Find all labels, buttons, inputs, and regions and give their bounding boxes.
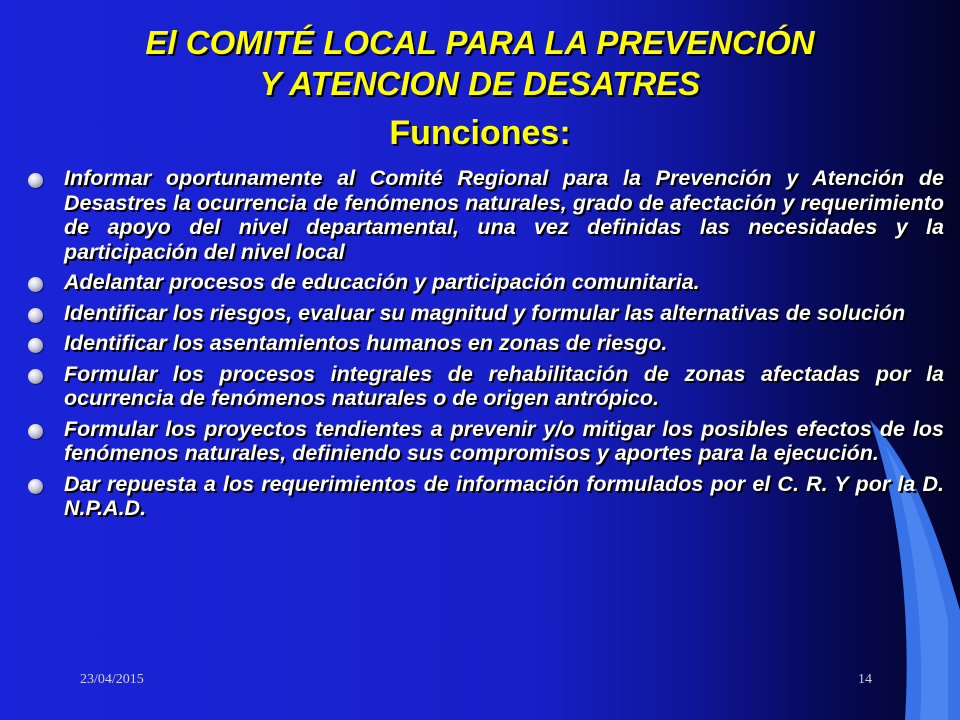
bullet-text: Identificar los riesgos, evaluar su magnitud y formular las alternativas de solución bbox=[64, 300, 906, 325]
title-line-1: El COMITÉ LOCAL PARA LA PREVENCIÓN bbox=[145, 24, 815, 61]
bullet-item bbox=[28, 362, 944, 411]
bullet-item bbox=[28, 270, 944, 295]
bullet-item bbox=[28, 166, 944, 264]
bullet-item bbox=[28, 417, 944, 466]
bullet-dot-icon bbox=[28, 479, 43, 494]
bullet-dot-icon bbox=[28, 173, 43, 188]
bullet-dot-icon bbox=[28, 369, 43, 384]
bullet-dot-icon bbox=[28, 424, 43, 439]
bullet-text: Informar oportunamente al Comité Regional para la Prevención y Atención de Desastres la ocurrencia de fenómenos naturales, grado de afectación y requerimiento de apoyo del nivel departamental, una vez definidas las necesidades y la participación del nivel local bbox=[64, 166, 944, 264]
footer-date: 23/04/2015 bbox=[80, 672, 144, 687]
bullet-dot-icon bbox=[28, 277, 43, 292]
bullet-text: Formular los procesos integrales de rehabilitación de zonas afectadas por la ocurrencia de fenómenos naturales o de origen antrópico. bbox=[64, 361, 944, 410]
bullet-text: Dar repuesta a los requerimientos de información formulados por el C. R. Y por la D. N.P.A.D. bbox=[64, 471, 944, 520]
bullet-item bbox=[28, 301, 944, 326]
bullet-text: Formular los proyectos tendientes a prevenir y/o mitigar los posibles efectos de los fenómenos naturales, definiendo sus compromisos y aportes para la ejecución. bbox=[64, 416, 944, 465]
bullet-item bbox=[28, 331, 944, 356]
title-line-2: Y ATENCION DE DESATRES bbox=[259, 65, 701, 102]
footer-page-number: 14 bbox=[858, 672, 872, 687]
bullet-list bbox=[28, 166, 944, 527]
bullet-text: Identificar los asentamientos humanos en zonas de riesgo. bbox=[64, 331, 668, 355]
bullet-item bbox=[28, 472, 944, 521]
slide-subtitle: Funciones: bbox=[389, 114, 571, 152]
bullet-dot-icon bbox=[28, 308, 43, 323]
bullet-text: Adelantar procesos de educación y participación comunitaria. bbox=[64, 270, 700, 294]
bullet-dot-icon bbox=[28, 338, 43, 353]
slide-title bbox=[40, 22, 920, 104]
